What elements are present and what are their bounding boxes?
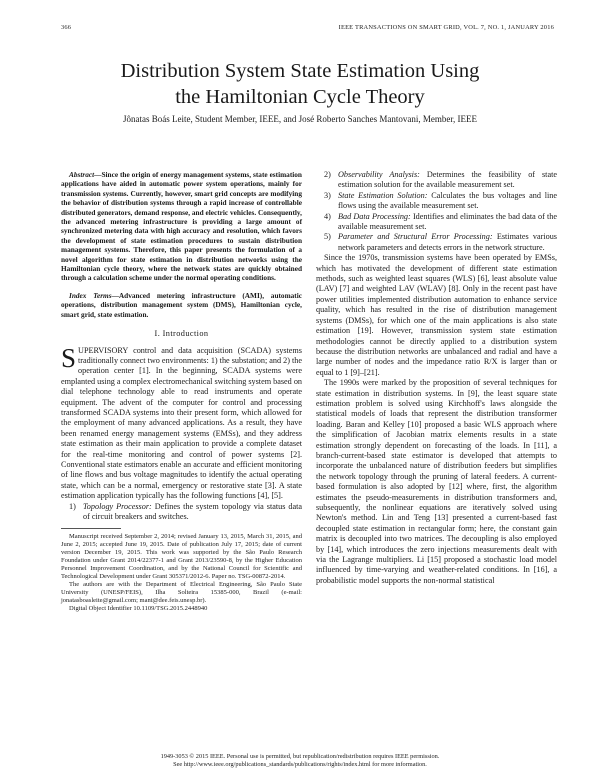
- footnote-divider: [61, 528, 121, 529]
- journal-name: IEEE TRANSACTIONS ON SMART GRID, VOL. 7, NO. 1, JANUARY 2016: [338, 24, 554, 31]
- function-list-right: [316, 170, 557, 253]
- body-paragraph: The 1990s were marked by the proposition of several techniques for state estimation in distribution systems. In [9], the least square state estimation problem is solved using Kirchhoff's laws alongside the statistical models of loads that represent the distribution transformer loading. Baran and Kelley [10] proposed a basic WLS approach where the simplification of Jacobian matrix elements results in a state estimation strongly dependent on forecasting of the loads. In [11], a branch-current-based state estimator is developed that attempts to incorporate the unbalanced nature of distribution feeders but simplifies the network topology through the pruning of lateral feeders. A current-based formulation is also adopted by [12] where, first, the algorithm estimates the pseudo-measurements in distribution transformers and, subsequently, the nonlinear equations are iteratively solved using Newton's method. Lin and Teng [13] presented a current-based fast decoupled state estimation in rectangular form; here, the constant gain matrix is decoupled into two matrices. The decoupling is also employed by [14], which introduces the zero injections measurements dealt with via the Lagrange multipliers. Li [15] proposed a stochastic load model influenced by time-varying and weather-related conditions. In [16], a probabilistic model supports the non-normal statistical: [316, 378, 557, 585]
- author-list: Jônatas Boás Leite, Student Member, IEEE, and José Roberto Sanches Mantovani, Member, IEEE: [123, 114, 477, 124]
- copyright-footer: [40, 753, 560, 769]
- copyright-line: 1949-3053 © 2015 IEEE. Personal use is permitted, but republication/redistribution requires IEEE permission.: [160, 753, 440, 760]
- intro-text: UPERVISORY control and data acquisition (SCADA) systems traditionally connect two environments: 1) the substation; and 2) the operation center [1]. In the beginning, SCADA systems were emplanted using a complex electromechanical switching system based on dial telephone technology able to read instruments and operate equipment. The advent of the computer for control and processing transformed SCADA systems into their present form, which allowed for the employment of many advanced applications. As a result, they have been renamed energy management systems (EMSs), and they address state estimation as their main application to provide a complete dataset for the real-time monitoring and control of power systems [2]. Conventional state estimators enable an accurate and efficient monitoring of line flows and bus voltage magnitudes to identify the actual operating state, which can be a normal, emergency or restorative state [3]. A state estimation application typically has the following functions [4], [5].: [61, 345, 303, 501]
- abstract: [61, 170, 302, 283]
- list-item: 2) Observability Analysis: Determines the feasibility of state estimation solution for the available measurement set.: [324, 170, 557, 190]
- function-list-left: [61, 502, 302, 523]
- page-number: 366: [61, 24, 72, 31]
- left-column: [61, 170, 302, 613]
- rights-link-line[interactable]: See http://www.ieee.org/publications_standards/publications/rights/index.html for more information.: [173, 761, 427, 768]
- title-line-1: Distribution System State Estimation Using: [120, 60, 480, 82]
- index-terms: [61, 291, 302, 319]
- index-terms-text: —Advanced metering infrastructure (AMI), automatic operations, distribution management system (DMS), Hamiltonian cycle, smart grid, state estimation.: [61, 290, 303, 319]
- list-item: 4) Bad Data Processing: Identifies and eliminates the bad data of the available measurement set.: [324, 211, 557, 232]
- list-item: 3) State Estimation Solution: Calculates the bus voltages and line flows using the available measurement set.: [324, 190, 557, 211]
- footnote-manuscript: Manuscript received September 2, 2014; revised January 13, 2015, March 31, 2015, and June 2, 2015; accepted June 19, 2015. Date of publication July 17, 2015; date of current version December 19, 2015. This work was supported by the São Paulo Research Foundation under Grant 2014/22377-1 and Grant 2013/23590-8, by the Higher Education Personnel Improvement Coordination, and by the National Council for Scientific and Technological Development under Grant 305371/2012-6. Paper no. TSG-00872-2014.: [61, 533, 302, 581]
- list-item: 1) Topology Processor: Defines the system topology via status data of circuit breakers and switches.: [69, 501, 302, 521]
- body-paragraph: Since the 1970s, transmission systems have been operated by EMSs, which has motivated the development of different state estimation methods, such as weighted least squares (WLS) [6], least absolute value (LAV) [7] and weighted LAV (WLAV) [8]. Only in the recent past have power utilities implemented distribution automation to enhance service quality, which has resulted in the rise of distribution management systems (DMSs), for which one of the main applications is also state estimation [19]. However, transmission system state estimation methodologies cannot be directly applied to a distribution system because the distribution networks are unbalanced and radial and have a large number of nodes and the impedance ratio R/X is larger than or equal to 1 [9]–[21].: [316, 253, 557, 377]
- right-column: [316, 170, 557, 586]
- drop-cap: S: [61, 342, 77, 373]
- footnote-doi: Digital Object Identifier 10.1109/TSG.2015.2448940: [69, 605, 208, 613]
- intro-paragraph: [61, 342, 303, 502]
- footnote-authors: The authors are with the Department of Electrical Engineering, São Paulo State University (UNESP/FEIS), Ilha Solteira 15385-000, Brazil (e-mail: jonatasboasleite@gmail.com; mant@dee.feis.unesp.br).: [61, 581, 302, 605]
- abstract-label: Abstract: [69, 170, 95, 179]
- list-item: 5) Parameter and Structural Error Processing: Estimates various network parameters and detects errors in the network structure.: [324, 232, 557, 252]
- paper-title: [40, 58, 560, 110]
- abstract-text: —Since the origin of energy management systems, state estimation applications have aided in automatic power system operations, mainly for transmission systems. Currently, however, smart grid concepts are modifying the behavior of distribution systems through a rapid increase of controllable distributed generators, demand response, and electric vehicles. Consequently, the advanced metering infrastructure is providing a large amount of synchronized metering data with high accuracy and resolution, which favors the development of state estimation procedures to sustain distribution management systems. Therefore, this paper presents the formulation of a novel algorithm for state estimation in distribution networks using the Hamiltonian cycle theory, where the network states are quickly obtained through a calculation scheme under the normal operating conditions.: [61, 170, 302, 283]
- title-line-2: the Hamiltonian Cycle Theory: [175, 86, 425, 108]
- index-terms-label: Index Terms: [69, 290, 112, 300]
- section-heading: I. Introduction: [154, 329, 209, 339]
